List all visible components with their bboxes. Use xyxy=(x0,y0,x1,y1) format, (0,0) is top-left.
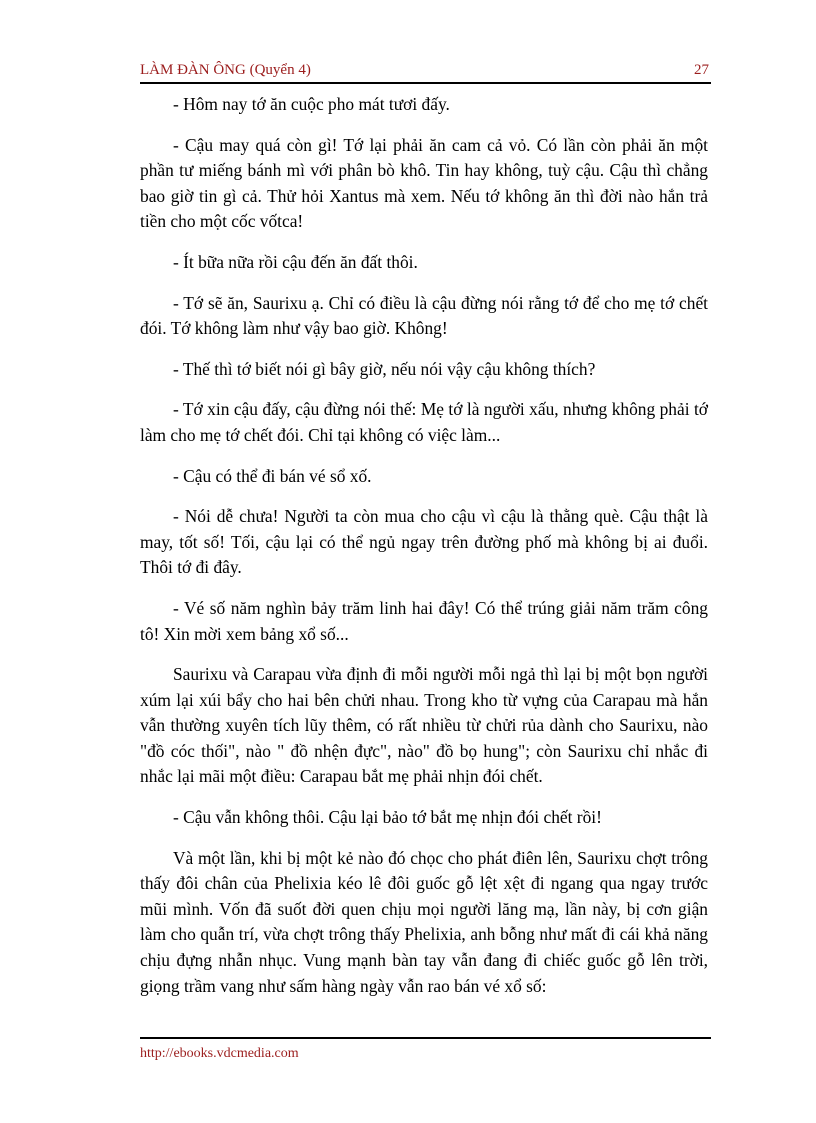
footer-divider xyxy=(140,1037,711,1039)
paragraph: - Thế thì tớ biết nói gì bây giờ, nếu nói vậy cậu không thích? xyxy=(173,358,596,379)
paragraph: Và một lần, khi bị một kẻ nào đó chọc cho phát điên lên, Saurixu chợt trông thấy đôi chân của Phelixia kéo lê đôi guốc gỗ lệt xệt đi ngang qua ngay trước mũi mình. Vốn đã suốt đời quen chịu mọi người lăng mạ, lần này, bị cơn giận làm cho quẫn trí, vừa chợt trông thấy Phelixia, anh bỗng như mất đi cái khả năng chịu đựng nhẫn nhục. Vung mạnh bàn tay vẫn đang đi chiếc guốc gỗ lên trời, giọng trầm vang như sấm hàng ngày vẫn rao bán vé xổ số: xyxy=(140,847,708,996)
paragraph: - Cậu vẫn không thôi. Cậu lại bảo tớ bắt mẹ nhịn đói chết rồi! xyxy=(173,807,602,828)
footer-link[interactable]: http://ebooks.vdcmedia.com xyxy=(140,1046,299,1061)
paragraph: - Cậu may quá còn gì! Tớ lại phải ăn cam cả vỏ. Có lần còn phải ăn một phần tư miếng bánh mì với phân bò khô. Tin hay không, tuỳ cậu. Cậu thì chẳng bao giờ tin gì cả. Thử hỏi Xantus mà xem. Nếu tớ không ăn thì đời nào hắn trả tiền cho một cốc vốtca! xyxy=(140,134,708,232)
paragraph: - Vé số năm nghìn bảy trăm linh hai đây! Có thể trúng giải năm trăm công tô! Xin mời xem bảng xổ số... xyxy=(140,597,708,644)
page-body xyxy=(140,92,708,1014)
paragraph: - Hôm nay tớ ăn cuộc pho mát tươi đấy. xyxy=(173,94,450,114)
paragraph: - Tớ xin cậu đấy, cậu đừng nói thế: Mẹ tớ là người xấu, nhưng không phải tớ làm cho mẹ tớ chết đói. Chỉ tại không có việc làm... xyxy=(140,399,708,445)
paragraph: Saurixu và Carapau vừa định đi mỗi người mỗi ngả thì lại bị một bọn người xúm lại xúi bẩy cho hai bên chửi nhau. Trong kho từ vựng của Carapau mà hắn vẫn thường xuyên tích lũy thêm, có rất nhiều từ chửi rủa dành cho Saurixu, nào "đồ cóc thối", nào " đồ nhện đực", nào" đồ bọ hung"; còn Saurixu chỉ nhắc đi nhắc lại mãi một điều: Carapau bắt mẹ phải nhịn đói chết. xyxy=(140,664,708,787)
book-title: LÀM ĐÀN ÔNG (Quyển 4) xyxy=(140,62,311,78)
page-number: 27 xyxy=(694,62,709,78)
paragraph: - Nói dễ chưa! Người ta còn mua cho cậu vì cậu là thằng què. Cậu thật là may, tốt số! Tối, cậu lại có thể ngủ ngay trên đường phố mà không bị ai đuổi. Thôi tớ đi đây. xyxy=(140,506,708,578)
paragraph: - Tớ sẽ ăn, Saurixu ạ. Chỉ có điều là cậu đừng nói rằng tớ để cho mẹ tớ chết đói. Tớ không làm như vậy bao giờ. Không! xyxy=(140,292,708,339)
paragraph: - Ít bữa nữa rồi cậu đến ăn đất thôi. xyxy=(173,251,418,272)
page-header xyxy=(140,62,711,84)
paragraph: - Cậu có thể đi bán vé sổ xố. xyxy=(173,465,372,486)
